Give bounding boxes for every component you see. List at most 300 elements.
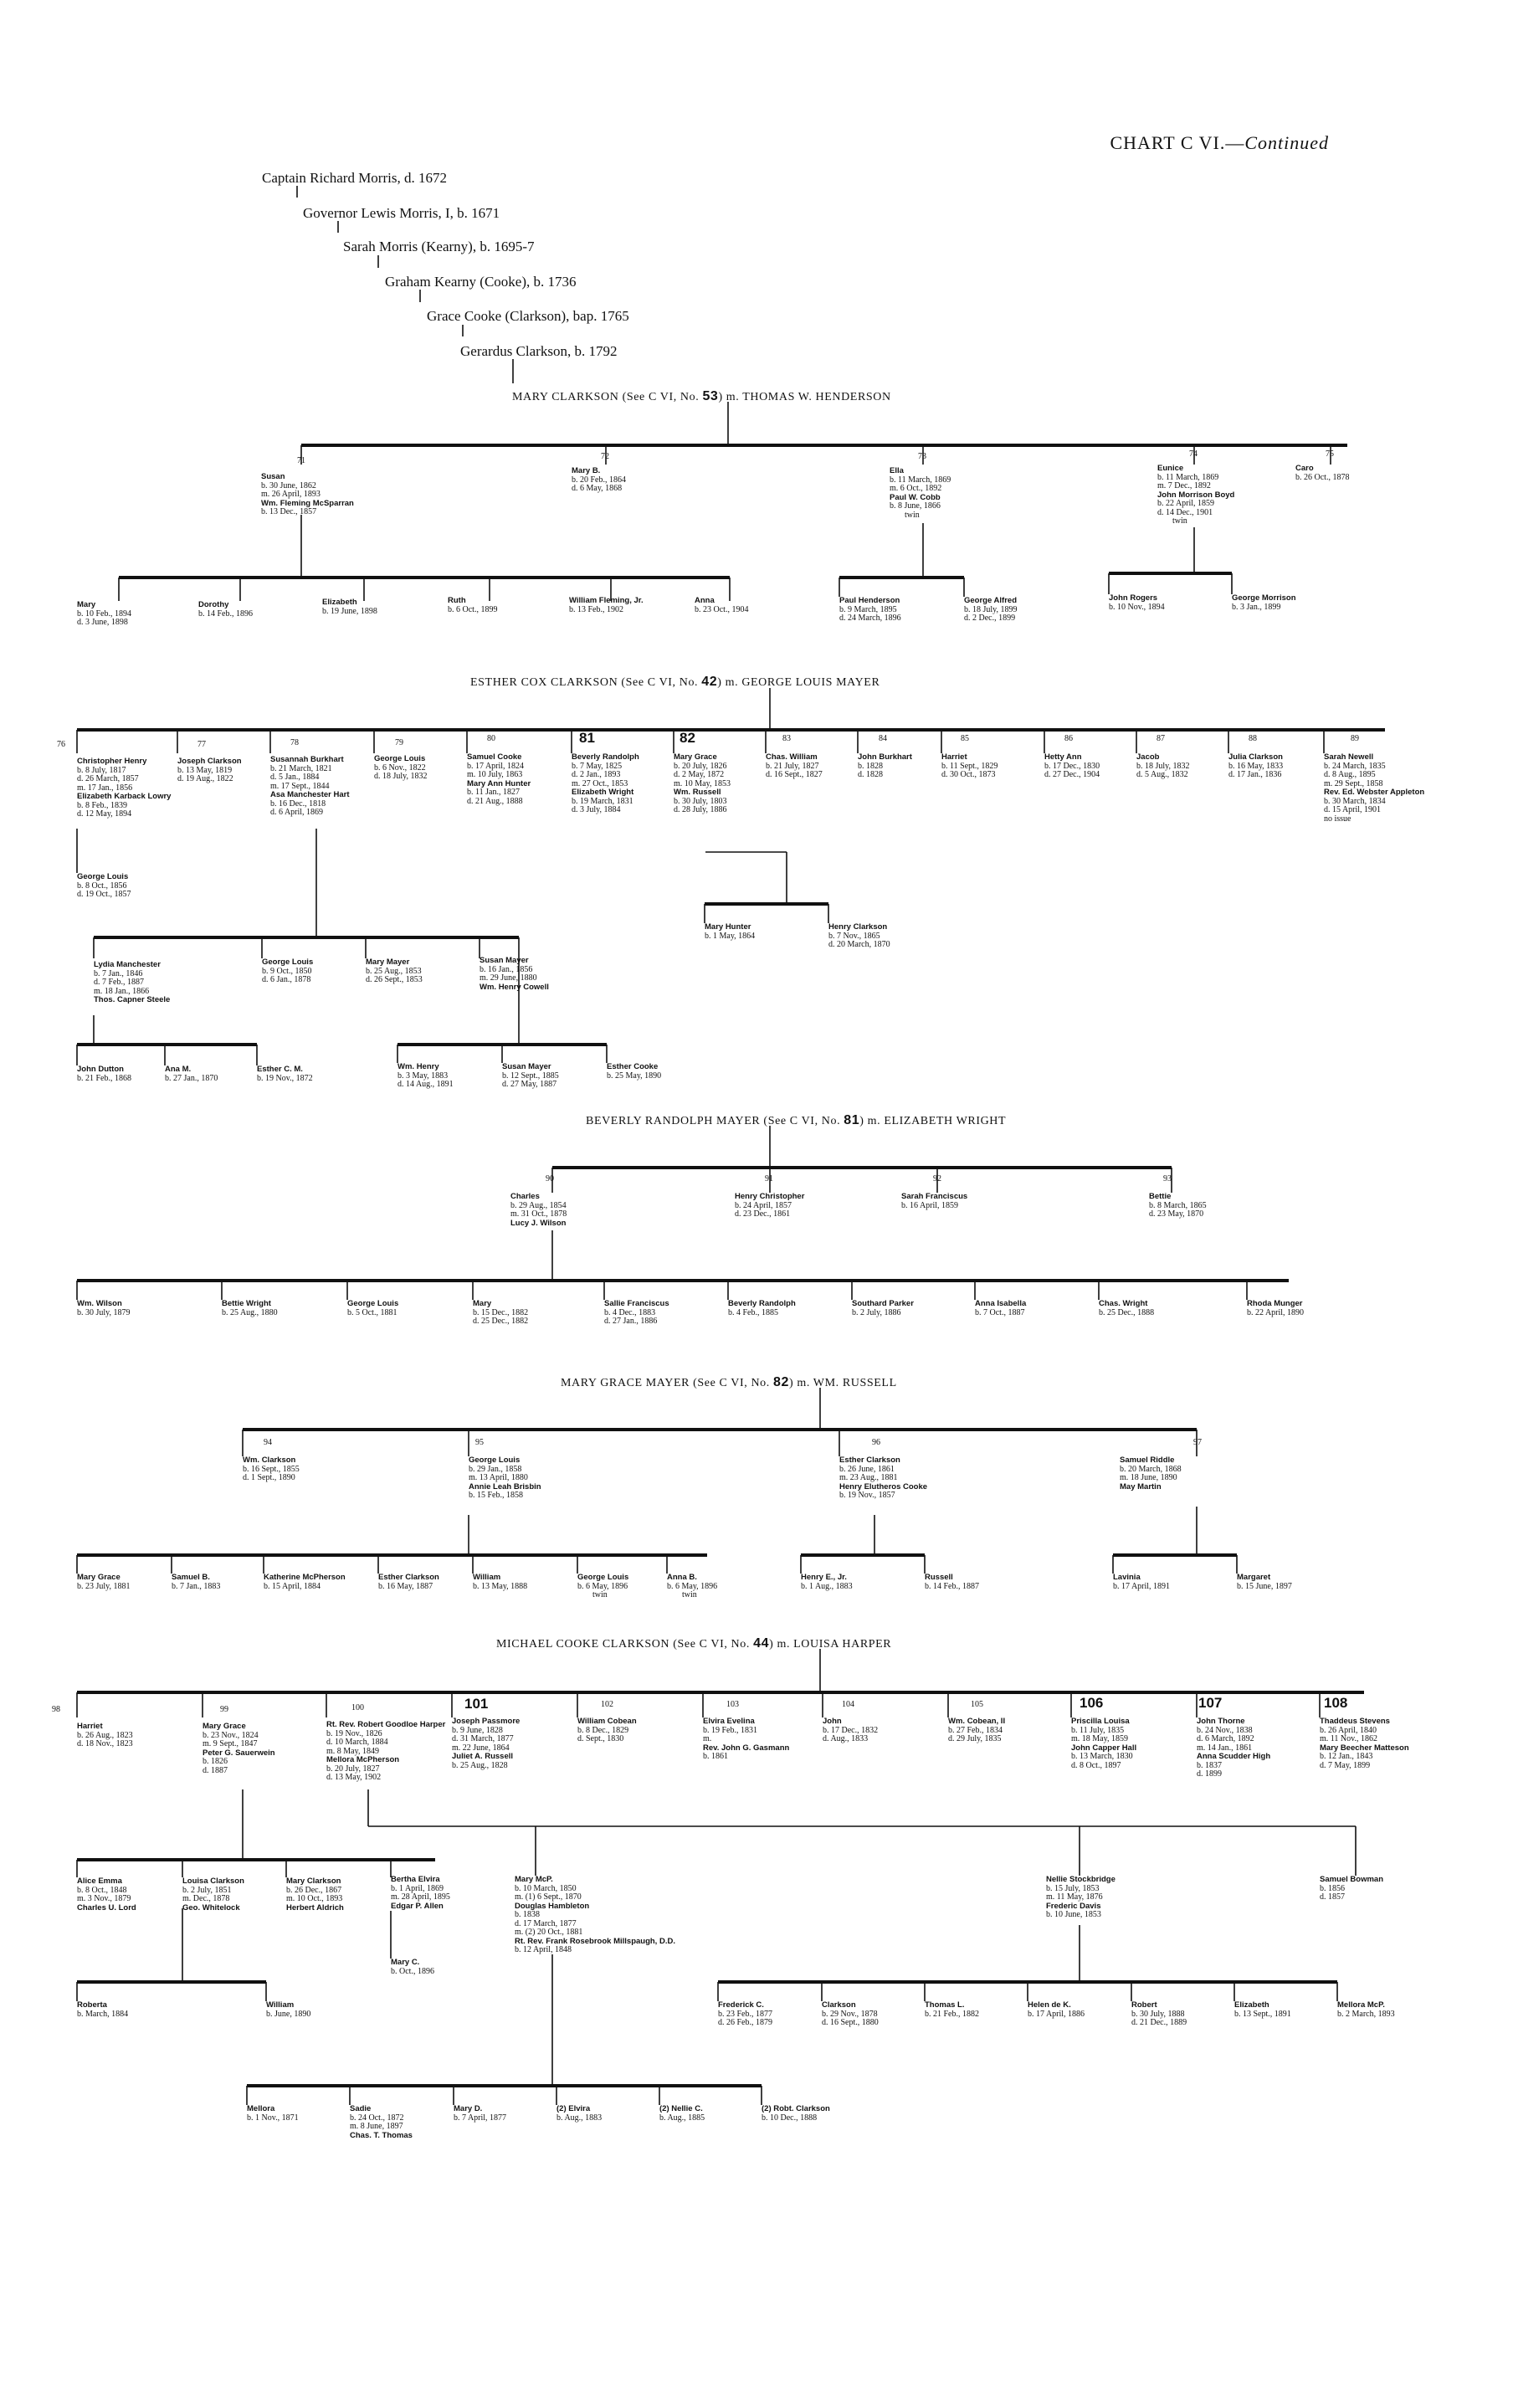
person-name: Joseph Clarkson xyxy=(177,757,242,766)
person-detail: m. 9 Sept., 1847 xyxy=(203,1739,258,1748)
person-detail: b. 10 Dec., 1888 xyxy=(762,2113,818,2123)
person-name: Christopher Henry xyxy=(77,757,147,766)
person-name: Dorothy xyxy=(198,600,229,609)
generation-number: 90 xyxy=(546,1174,554,1183)
spouse-detail: b. 16 Dec., 1818 xyxy=(270,798,326,809)
generation-number: 84 xyxy=(879,734,887,743)
spouse-name: Juliet A. Russell xyxy=(452,1752,514,1761)
person-name: Bettie xyxy=(1149,1192,1172,1201)
spouse-name: Henry Elutheros Cooke xyxy=(839,1481,928,1492)
person-detail: b. 9 June, 1828 xyxy=(452,1725,503,1735)
person-detail: d. 27 May, 1887 xyxy=(502,1080,557,1089)
generation-number: 88 xyxy=(1249,734,1257,743)
person-name: William xyxy=(266,2000,295,2010)
person-detail: b. 30 July, 1879 xyxy=(77,1307,131,1317)
generation-number: 104 xyxy=(842,1700,854,1709)
generation-number: 87 xyxy=(1157,734,1165,743)
person-detail: m. 27 Oct., 1853 xyxy=(572,778,628,788)
person-name: Mellora McP. xyxy=(1337,2000,1385,2010)
ancestor-1: Captain Richard Morris, d. 1672 xyxy=(262,170,447,186)
person-detail: b. 25 Aug., 1853 xyxy=(366,966,422,976)
person-detail: b. 6 Oct., 1899 xyxy=(448,604,498,614)
person-name: Anna xyxy=(695,596,715,605)
person-name: Thomas L. xyxy=(925,2000,965,2010)
person-detail: d. 19 Aug., 1822 xyxy=(177,774,233,783)
spouse-name: May Martin xyxy=(1120,1481,1162,1492)
person-detail: b. 23 Nov., 1824 xyxy=(203,1730,259,1740)
spouse-detail: d. 12 May, 1894 xyxy=(77,809,132,819)
person-name: Ruth xyxy=(448,596,466,605)
person-name: Esther Clarkson xyxy=(839,1456,900,1465)
spouse-name: John Capper Hall xyxy=(1071,1743,1137,1753)
spouse-name: Rt. Rev. Frank Rosebrook Millspaugh, D.D. xyxy=(515,1936,675,1946)
spouse-detail: no issue xyxy=(1324,814,1351,824)
person-detail: b. 16 May, 1833 xyxy=(1228,761,1284,771)
person-detail: b. 23 Feb., 1877 xyxy=(718,2009,772,2019)
generation-number: 97 xyxy=(1193,1438,1202,1447)
person-detail: b. 20 March, 1868 xyxy=(1120,1464,1182,1474)
person-detail: d. 30 Oct., 1873 xyxy=(941,770,996,779)
person-name: Clarkson xyxy=(822,2000,856,2010)
spouse-detail: d. 1887 xyxy=(203,1765,228,1775)
person-name: Mary xyxy=(77,600,96,609)
person-detail: b. 7 May, 1825 xyxy=(572,761,623,771)
person-name: Sallie Franciscus xyxy=(604,1299,669,1308)
person-name: John Rogers xyxy=(1109,593,1158,603)
generation-number: 89 xyxy=(1351,734,1359,743)
spouse-name: Frederic Davis xyxy=(1046,1901,1101,1911)
spouse-detail: d. 7 May, 1899 xyxy=(1320,1760,1371,1770)
person-detail: m. 3 Nov., 1879 xyxy=(77,1894,131,1903)
person-name: Harriet xyxy=(77,1722,103,1731)
person-name: Ella xyxy=(890,466,904,475)
person-detail: b. 18 July, 1832 xyxy=(1136,761,1190,771)
spouse-name: Chas. T. Thomas xyxy=(350,2130,413,2140)
person-detail: b. 17 April, 1891 xyxy=(1113,1581,1171,1591)
person-detail: d. 7 Feb., 1887 xyxy=(94,978,144,987)
spouse-name: Wm. Russell xyxy=(674,788,721,797)
person-detail: b. 16 May, 1887 xyxy=(378,1581,433,1591)
person-detail: b. 20 Feb., 1864 xyxy=(572,475,626,485)
person-detail: b. 29 Aug., 1854 xyxy=(510,1200,567,1210)
person-name: Joseph Passmore xyxy=(452,1717,521,1726)
person-detail: b. 12 Sept., 1885 xyxy=(502,1071,559,1081)
person-detail: m. 22 June, 1864 xyxy=(452,1743,510,1753)
spouse-name: Asa Manchester Hart xyxy=(270,790,350,799)
person-detail: b. 13 Feb., 1902 xyxy=(569,604,623,614)
generation-number: 85 xyxy=(961,734,969,743)
spouse-name: Anna Scudder High xyxy=(1197,1752,1271,1761)
person-detail: b. 7 Jan., 1846 xyxy=(94,968,143,978)
person-detail: b. 25 May, 1890 xyxy=(607,1071,662,1081)
spouse-detail: d. 8 Oct., 1897 xyxy=(1071,1760,1121,1770)
person-detail: b. 25 Aug., 1880 xyxy=(222,1307,278,1317)
person-detail: b. 13 Sept., 1891 xyxy=(1234,2009,1291,2019)
section-heading: ESTHER COX CLARKSON (See C VI, No. 42) m. GEORGE LOUIS MAYER xyxy=(470,675,880,689)
person-name: Samuel Riddle xyxy=(1120,1456,1175,1465)
ancestor-2: Governor Lewis Morris, I, b. 1671 xyxy=(303,205,500,221)
person-name: Russell xyxy=(925,1573,953,1582)
person-detail: b. 2 July, 1886 xyxy=(852,1307,901,1317)
generation-number: 83 xyxy=(782,734,791,743)
person-detail: b. 7 April, 1877 xyxy=(454,2113,507,2123)
person-detail: b. 2 March, 1893 xyxy=(1337,2009,1395,2019)
ancestor-5: Grace Cooke (Clarkson), bap. 1765 xyxy=(427,308,629,324)
spouse-name: Wm. Henry Cowell xyxy=(480,982,549,992)
person-name: George Louis xyxy=(469,1456,521,1465)
person-detail: b. 30 July, 1888 xyxy=(1131,2009,1185,2019)
ancestor-3: Sarah Morris (Kearny), b. 1695-7 xyxy=(343,239,535,254)
person-name: Elizabeth xyxy=(322,598,357,607)
person-name: Roberta xyxy=(77,2000,107,2010)
person-detail: b. 3 May, 1883 xyxy=(397,1071,449,1081)
person-detail: d. 1 Sept., 1890 xyxy=(243,1473,295,1482)
spouse-detail: b. 1826 xyxy=(203,1757,228,1766)
person-detail: b. 26 April, 1840 xyxy=(1320,1725,1377,1735)
person-name: Mary Hunter xyxy=(705,922,751,932)
person-detail: b. 6 May, 1896 xyxy=(577,1581,628,1591)
person-name: Esther Clarkson xyxy=(378,1573,439,1582)
person-detail: b. 15 June, 1897 xyxy=(1237,1581,1292,1591)
person-detail: m. 29 June, 1880 xyxy=(480,973,537,983)
person-detail: m. 17 Sept., 1844 xyxy=(270,781,330,791)
spouse-detail: b. 1861 xyxy=(703,1752,728,1761)
person-detail: b. 26 June, 1861 xyxy=(839,1464,895,1474)
person-detail: d. 10 March, 1884 xyxy=(326,1738,388,1747)
person-detail: b. 1 Aug., 1883 xyxy=(801,1581,853,1591)
person-detail: m. 8 June, 1897 xyxy=(350,2122,403,2131)
spouse-detail: b. 19 Nov., 1857 xyxy=(839,1491,895,1500)
spouse-name: Lucy J. Wilson xyxy=(510,1218,567,1228)
spouse-detail: b. 20 July, 1827 xyxy=(326,1764,380,1774)
person-detail: b. 17 Dec., 1832 xyxy=(823,1725,879,1735)
person-name: Nellie Stockbridge xyxy=(1046,1875,1116,1884)
person-detail: d. Sept., 1830 xyxy=(577,1734,624,1743)
generation-number: 103 xyxy=(726,1700,739,1709)
person-detail: b. 7 Oct., 1887 xyxy=(975,1307,1025,1317)
person-name: Wm. Wilson xyxy=(77,1299,122,1308)
person-detail: b. 10 Nov., 1894 xyxy=(1109,602,1165,612)
person-detail: b. 5 Oct., 1881 xyxy=(347,1307,397,1317)
person-name: Mary Clarkson xyxy=(286,1877,341,1886)
person-detail: m. 10 Oct., 1893 xyxy=(286,1894,343,1903)
person-detail: m. 18 Jan., 1866 xyxy=(94,986,150,996)
person-detail: d. 14 Aug., 1891 xyxy=(397,1080,454,1089)
person-detail: d. 20 March, 1870 xyxy=(828,940,890,949)
person-detail: b. 21 Feb., 1882 xyxy=(925,2009,979,2019)
chart-header: CHART C VI.—Continued xyxy=(1110,132,1329,153)
person-detail: b. 29 Jan., 1858 xyxy=(469,1464,522,1474)
spouse-detail: b. 19 March, 1831 xyxy=(572,796,633,806)
person-detail: b. 4 Dec., 1883 xyxy=(604,1307,656,1317)
person-name: Bertha Elvira xyxy=(391,1875,440,1884)
person-detail: b. 9 Oct., 1850 xyxy=(262,966,312,976)
person-detail: d. 18 July, 1832 xyxy=(374,772,428,781)
person-detail: d. 2 Jan., 1893 xyxy=(572,770,621,779)
person-detail: b. 16 Jan., 1856 xyxy=(480,964,533,974)
person-name: Charles xyxy=(510,1192,540,1201)
person-detail: b. 19 Feb., 1831 xyxy=(703,1725,757,1735)
person-name: George Louis xyxy=(577,1573,629,1582)
person-detail: b. 10 March, 1850 xyxy=(515,1883,577,1893)
person-detail: b. 13 May, 1819 xyxy=(177,765,233,775)
person-name: Samuel Cooke xyxy=(467,752,522,762)
spouse-detail: b. 8 Feb., 1839 xyxy=(77,800,127,810)
person-detail: d. 1857 xyxy=(1320,1892,1345,1902)
person-name: William xyxy=(473,1573,501,1582)
spouse-detail: d. 13 May, 1902 xyxy=(326,1773,382,1782)
person-detail: b. 23 July, 1881 xyxy=(77,1581,131,1591)
person-detail: b. 1 May, 1864 xyxy=(705,931,756,941)
person-detail: b. 19 Nov., 1826 xyxy=(326,1728,382,1738)
person-detail: b. 29 Nov., 1878 xyxy=(822,2009,878,2019)
generation-number: 71 xyxy=(297,456,305,465)
person-detail: b. 21 Feb., 1868 xyxy=(77,1073,131,1083)
person-detail: b. 1 Nov., 1871 xyxy=(247,2113,299,2123)
person-detail: b. 2 July, 1851 xyxy=(182,1885,232,1895)
generation-number: 99 xyxy=(220,1705,228,1714)
generation-number: 105 xyxy=(971,1700,983,1709)
person-detail: b. 30 June, 1862 xyxy=(261,480,316,490)
generation-number: 93 xyxy=(1163,1174,1172,1183)
person-detail: d. 23 Dec., 1861 xyxy=(735,1209,791,1219)
person-name: George Louis xyxy=(262,958,314,967)
generation-number: 92 xyxy=(933,1174,941,1183)
person-name: Mary Mayer xyxy=(366,958,410,967)
generation-number: 73 xyxy=(918,452,926,461)
person-detail: b. 13 May, 1888 xyxy=(473,1581,528,1591)
person-detail: b. 1 April, 1869 xyxy=(391,1883,444,1893)
person-detail: b. June, 1890 xyxy=(266,2009,311,2019)
spouse-name: Elizabeth Karback Lowry xyxy=(77,792,172,801)
person-detail: d. 23 May, 1870 xyxy=(1149,1209,1204,1219)
generation-number: 82 xyxy=(680,730,695,746)
person-detail: b. 3 Jan., 1899 xyxy=(1232,602,1281,612)
spouse-detail: d. 28 July, 1886 xyxy=(674,805,727,814)
person-detail: m. 11 May, 1876 xyxy=(1046,1892,1103,1902)
person-name: Elvira Evelina xyxy=(703,1717,755,1726)
twin-note: twin xyxy=(592,1590,608,1599)
person-name: Beverly Randolph xyxy=(572,752,639,762)
spouse-detail: d. 14 Dec., 1901 xyxy=(1157,507,1213,517)
generation-number: 77 xyxy=(197,740,206,749)
person-detail: d. 6 May, 1868 xyxy=(572,484,623,493)
spouse-name: Mary Beecher Matteson xyxy=(1320,1743,1409,1753)
person-detail: b. 11 March, 1869 xyxy=(890,475,951,485)
person-name: Katherine McPherson xyxy=(264,1573,346,1582)
person-detail: b. 9 March, 1895 xyxy=(839,604,897,614)
person-name: Chas. William xyxy=(766,752,818,762)
generation-number: 75 xyxy=(1326,449,1334,459)
person-detail: d. 26 March, 1857 xyxy=(77,774,139,783)
person-detail: b. Oct., 1896 xyxy=(391,1966,434,1976)
person-detail: b. 10 Feb., 1894 xyxy=(77,608,131,619)
person-detail: b. 24 March, 1835 xyxy=(1324,761,1386,771)
spouse-name: John Morrison Boyd xyxy=(1157,490,1235,500)
person-name: Helen de K. xyxy=(1028,2000,1071,2010)
person-name: Rhoda Munger xyxy=(1247,1299,1303,1308)
spouse-name: Charles U. Lord xyxy=(77,1902,136,1913)
person-name: Wm. Cobean, II xyxy=(948,1717,1006,1726)
person-detail: m. 8 May, 1849 xyxy=(326,1746,379,1756)
generation-number: 78 xyxy=(290,738,299,747)
spouse-name: Edgar P. Allen xyxy=(391,1901,444,1911)
person-detail: b. 11 Sept., 1829 xyxy=(941,761,998,771)
spouse-name: Rev. John G. Gasmann xyxy=(703,1743,790,1753)
person-detail: b. 14 Feb., 1896 xyxy=(198,608,253,619)
person-detail: b. 26 Oct., 1878 xyxy=(1295,472,1350,482)
person-detail: d. 2 Dec., 1899 xyxy=(964,614,1016,623)
spouse-detail: b. 11 Jan., 1827 xyxy=(467,788,520,797)
generation-number: 107 xyxy=(1198,1695,1223,1711)
person-name: Thaddeus Stevens xyxy=(1320,1717,1390,1726)
person-detail: b. 24 Nov., 1838 xyxy=(1197,1725,1253,1735)
person-detail: b. 18 July, 1899 xyxy=(964,604,1018,614)
person-detail: b. 6 May, 1896 xyxy=(667,1581,718,1591)
person-detail: d. 26 Sept., 1853 xyxy=(366,975,423,984)
generation-number: 102 xyxy=(601,1700,613,1709)
person-detail: b. Aug., 1883 xyxy=(556,2113,603,2123)
person-name: Louisa Clarkson xyxy=(182,1877,244,1886)
spouse-detail: b. 22 April, 1859 xyxy=(1157,499,1215,508)
person-name: (2) Nellie C. xyxy=(659,2104,703,2113)
person-detail: m. 14 Jan., 1861 xyxy=(1197,1743,1253,1753)
person-detail: d. 6 March, 1892 xyxy=(1197,1734,1254,1743)
spouse-detail: b. 30 March, 1834 xyxy=(1324,796,1386,806)
person-name: Sarah Franciscus xyxy=(901,1192,968,1201)
person-name: Mary D. xyxy=(454,2104,483,2113)
person-detail: d. 21 Dec., 1889 xyxy=(1131,2018,1187,2027)
spouse-name: Elizabeth Wright xyxy=(572,788,634,797)
spouse-name: Herbert Aldrich xyxy=(286,1902,344,1913)
person-name: William Fleming, Jr. xyxy=(569,596,644,605)
person-detail: b. 24 April, 1857 xyxy=(735,1200,792,1210)
spouse-detail: b. 12 Jan., 1843 xyxy=(1320,1752,1373,1761)
spouse-detail: d. 6 April, 1869 xyxy=(270,808,324,817)
person-detail: b. 27 Feb., 1834 xyxy=(948,1725,1003,1735)
person-name: Elizabeth xyxy=(1234,2000,1269,2010)
person-name: George Louis xyxy=(77,872,129,881)
person-detail: d. 19 Oct., 1857 xyxy=(77,890,131,899)
person-name: Sarah Newell xyxy=(1324,752,1374,762)
person-detail: b. 17 April, 1824 xyxy=(467,761,525,771)
person-name: Anna B. xyxy=(667,1573,697,1582)
person-name: Lavinia xyxy=(1113,1573,1141,1582)
spouse-name: Wm. Fleming McSparran xyxy=(261,498,354,508)
person-detail: m. 23 Aug., 1881 xyxy=(839,1473,898,1482)
generation-number: 101 xyxy=(464,1696,489,1712)
person-name: Priscilla Louisa xyxy=(1071,1717,1130,1726)
person-name: Mary Grace xyxy=(203,1722,246,1731)
person-name: George Morrison xyxy=(1232,593,1296,603)
person-detail: m. Dec., 1878 xyxy=(182,1894,230,1903)
person-detail: b. 17 Dec., 1830 xyxy=(1044,761,1100,771)
person-name: Southard Parker xyxy=(852,1299,914,1308)
spouse-detail: m. (2) 20 Oct., 1881 xyxy=(515,1928,583,1937)
person-name: Robert xyxy=(1131,2000,1157,2010)
person-detail: m. 31 Oct., 1878 xyxy=(510,1209,567,1219)
section-heading: MARY CLARKSON (See C VI, No. 53) m. THOMAS W. HENDERSON xyxy=(512,389,891,403)
person-name: John Burkhart xyxy=(858,752,912,762)
person-name: Julia Clarkson xyxy=(1228,752,1283,762)
person-detail: d. 5 Aug., 1832 xyxy=(1136,770,1188,779)
spouse-detail: d. 1899 xyxy=(1197,1769,1222,1779)
ancestor-4: Graham Kearny (Cooke), b. 1736 xyxy=(385,274,577,290)
person-name: Paul Henderson xyxy=(839,596,900,605)
generation-number: 72 xyxy=(601,452,609,461)
person-detail: b. 11 July, 1835 xyxy=(1071,1725,1125,1735)
person-detail: m. 10 July, 1863 xyxy=(467,770,523,779)
spouse-name: Peter G. Sauerwein xyxy=(203,1748,275,1758)
person-name: Samuel Bowman xyxy=(1320,1875,1384,1884)
person-name: George Louis xyxy=(347,1299,399,1308)
person-name: Hetty Ann xyxy=(1044,752,1082,762)
person-name: William Cobean xyxy=(577,1717,637,1726)
spouse-detail: b. 13 March, 1830 xyxy=(1071,1752,1133,1761)
person-detail: b. 7 Jan., 1883 xyxy=(172,1581,221,1591)
spouse-name: Annie Leah Brisbin xyxy=(469,1481,541,1492)
generation-number: 81 xyxy=(579,730,595,746)
person-detail: b. 15 Dec., 1882 xyxy=(473,1307,529,1317)
person-detail: d. 29 July, 1835 xyxy=(948,1734,1002,1743)
person-detail: m. 10 May, 1853 xyxy=(674,778,731,788)
person-detail: d. 24 March, 1896 xyxy=(839,614,901,623)
person-detail: b. 16 April, 1859 xyxy=(901,1200,959,1210)
generation-number: 100 xyxy=(351,1703,364,1712)
person-detail: b. 26 Dec., 1867 xyxy=(286,1885,342,1895)
spouse-detail: d. 21 Aug., 1888 xyxy=(467,796,523,806)
person-detail: b. 16 Sept., 1855 xyxy=(243,1464,300,1474)
person-detail: b. 8 July, 1817 xyxy=(77,765,126,775)
person-detail: b. March, 1884 xyxy=(77,2009,129,2019)
spouse-name: Douglas Hambleton xyxy=(515,1901,590,1911)
spouse-name: Geo. Whitelock xyxy=(182,1902,240,1913)
person-name: Wm. Clarkson xyxy=(243,1456,296,1465)
person-detail: m. (1) 6 Sept., 1870 xyxy=(515,1892,582,1902)
person-detail: b. 4 Feb., 1885 xyxy=(728,1307,778,1317)
person-name: Esther Cooke xyxy=(607,1062,659,1071)
person-name: Caro xyxy=(1295,464,1314,473)
person-name: Susan Mayer xyxy=(502,1062,551,1071)
person-detail: d. 17 Jan., 1836 xyxy=(1228,770,1282,779)
person-detail: d. 25 Dec., 1882 xyxy=(473,1317,529,1326)
spouse-name: Mary Ann Hunter xyxy=(467,778,531,788)
person-detail: b. 1856 xyxy=(1320,1883,1345,1893)
person-detail: d. 16 Sept., 1880 xyxy=(822,2018,879,2027)
twin-note: twin xyxy=(1172,516,1187,526)
person-detail: d. Aug., 1833 xyxy=(823,1734,869,1743)
person-detail: m. 6 Oct., 1892 xyxy=(890,484,942,493)
generation-number: 76 xyxy=(57,740,65,749)
person-name: Samuel B. xyxy=(172,1573,210,1582)
person-detail: b. 15 July, 1853 xyxy=(1046,1883,1100,1893)
person-detail: b. 14 Feb., 1887 xyxy=(925,1581,979,1591)
person-name: Mary xyxy=(473,1299,492,1308)
person-detail: b. 19 June, 1898 xyxy=(322,606,377,616)
person-detail: b. 24 Oct., 1872 xyxy=(350,2113,404,2123)
person-name: George Alfred xyxy=(964,596,1017,605)
person-detail: m. 18 May, 1859 xyxy=(1071,1734,1128,1743)
twin-note: twin xyxy=(682,1590,697,1599)
spouse-detail: b. 12 April, 1848 xyxy=(515,1945,572,1954)
spouse-detail: b. 25 Aug., 1828 xyxy=(452,1760,508,1770)
person-detail: b. 23 Oct., 1904 xyxy=(695,604,749,614)
person-detail: d. 3 June, 1898 xyxy=(77,618,128,627)
spouse-name: Mellora McPherson xyxy=(326,1755,400,1764)
person-name: Henry E., Jr. xyxy=(801,1573,847,1582)
generation-number: 79 xyxy=(395,738,403,747)
person-detail: b. 7 Nov., 1865 xyxy=(828,931,880,941)
